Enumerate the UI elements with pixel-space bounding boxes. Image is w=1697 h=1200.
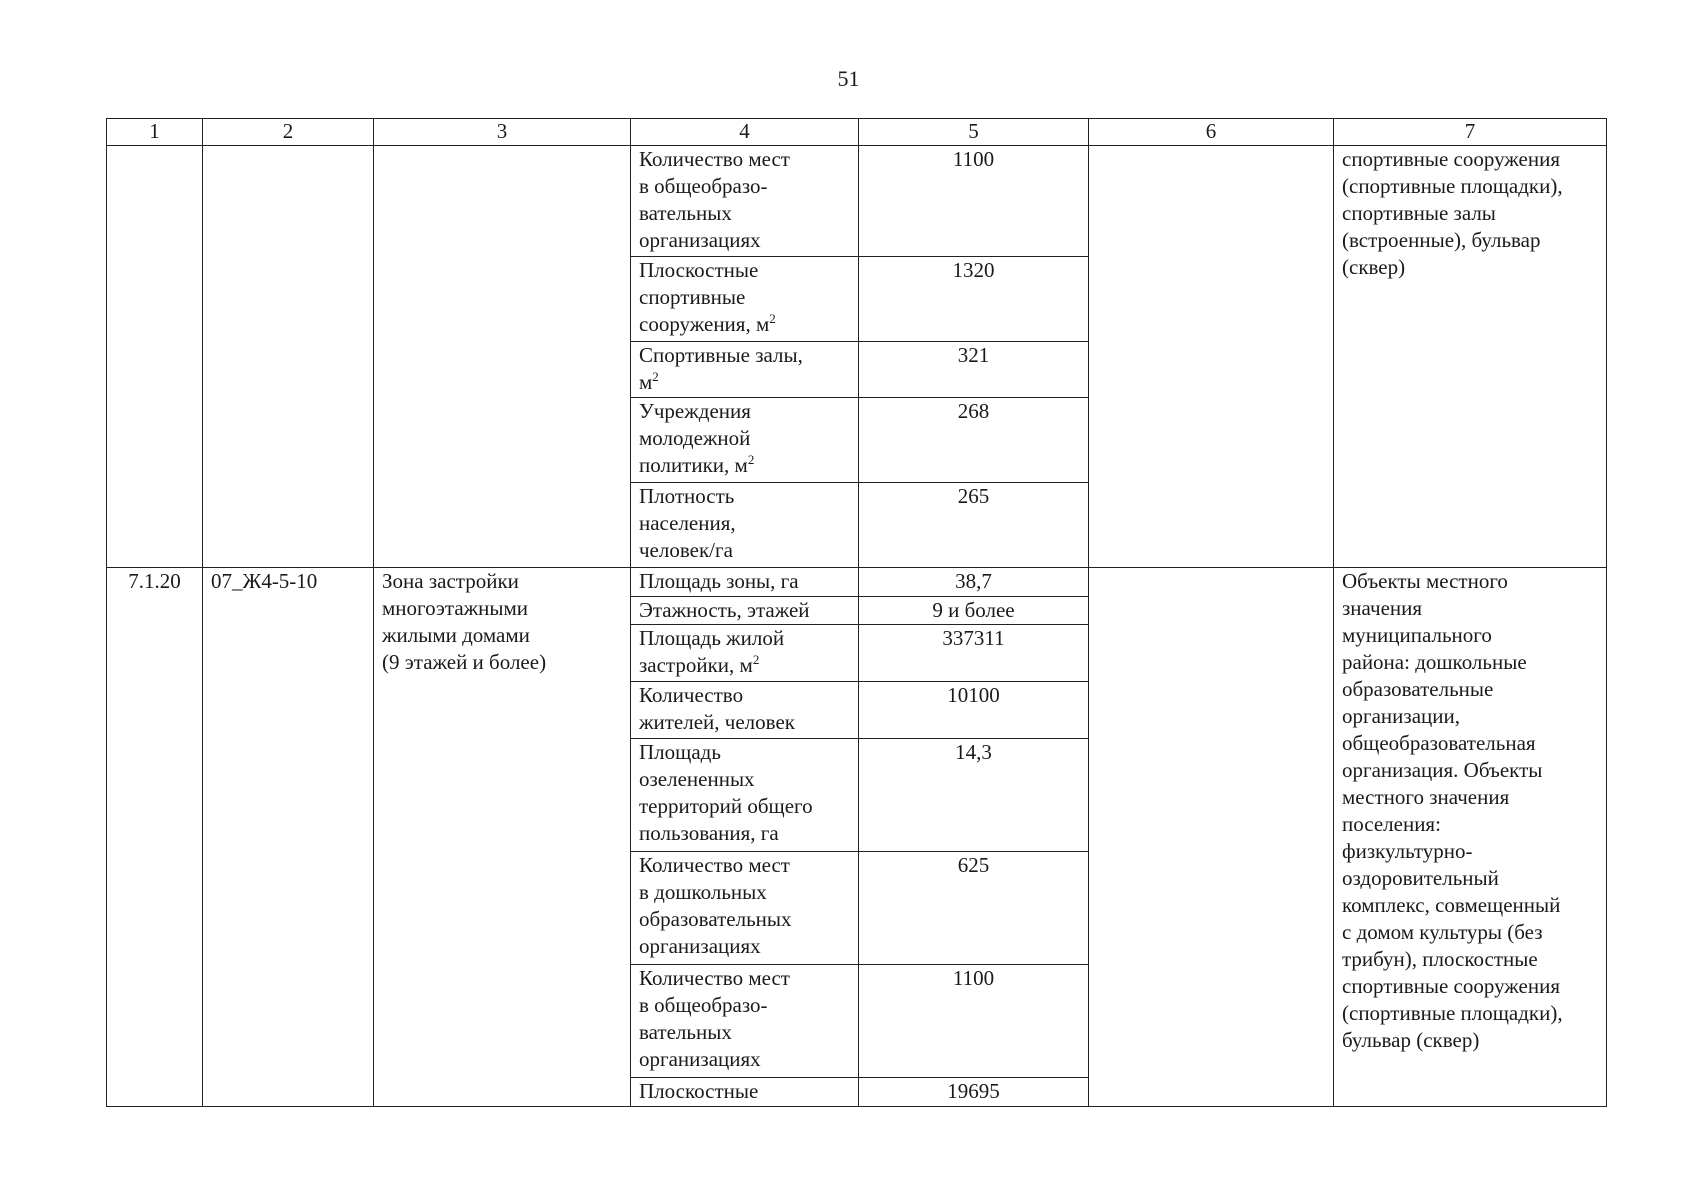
superscript: 2 (769, 311, 776, 326)
empty-cell (374, 146, 631, 568)
indicator-label: Количество мест в общеобразо- вательных организациях (631, 146, 859, 257)
empty-cell (1089, 568, 1334, 1107)
header-cell: 3 (374, 119, 631, 146)
header-cell: 1 (107, 119, 203, 146)
indicator-label: Количество жителей, человек (631, 682, 859, 739)
indicator-value: 268 (859, 398, 1089, 483)
superscript: 2 (747, 452, 755, 467)
indicator-value: 38,7 (859, 568, 1089, 597)
indicator-value: 1100 (859, 965, 1089, 1078)
table-row (107, 146, 1607, 257)
page-number: 51 (837, 66, 860, 91)
indicator-label: Площадь озелененных территорий общего пользования, га (631, 739, 859, 852)
objects-cell: спортивные сооружения (спортивные площадки), спортивные залы (встроенные), бульвар (сквер) (1334, 146, 1607, 568)
indicator-label: Площадь зоны, га (631, 568, 859, 597)
indicator-label: Площадь жилой застройки, $м^2$ (631, 625, 859, 682)
indicator-label: Спортивные залы, $м^2$ (631, 342, 859, 398)
indicator-label: Плотность населения, человек/га (631, 483, 859, 568)
indicator-value: 337311 (859, 625, 1089, 682)
indicator-value: 321 (859, 342, 1089, 398)
superscript: 2 (752, 652, 760, 667)
header-cell: 5 (859, 119, 1089, 146)
header-cell: 7 (1334, 119, 1607, 146)
indicator-label: Этажность, этажей (631, 597, 859, 625)
indicator-value: 625 (859, 852, 1089, 965)
table-row (107, 568, 1607, 597)
indicator-label: Учреждения молодежной политики, $м^2$ (631, 398, 859, 483)
indicator-label: Плоскостные (631, 1078, 859, 1107)
empty-cell (203, 146, 374, 568)
zone-name: Зона застройки многоэтажными жилыми домами (9 этажей и более) (374, 568, 631, 1107)
header-cell: 4 (631, 119, 859, 146)
indicator-value: 265 (859, 483, 1089, 568)
indicator-value: 19695 (859, 1078, 1089, 1107)
header-cell: 2 (203, 119, 374, 146)
objects-cell: Объекты местного значения муниципального района: дошкольные образовательные организации, общеобразовательная организация. Объекты местного значения поселения: физкультурно- оздоровительный комплекс, совмещенный с домом культуры (без трибун), плоскостные спортивные сооружения (спортивные площадки), бульвар (сквер) (1334, 568, 1607, 1107)
indicator-value: 9 и более (859, 597, 1089, 625)
zone-code: 7.1.20 (107, 568, 203, 1107)
indicator-value: 10100 (859, 682, 1089, 739)
indicator-value: 14,3 (859, 739, 1089, 852)
header-row (107, 119, 1607, 146)
zoning-table (106, 118, 1607, 1107)
indicator-label: Количество мест в дошкольных образовательных организациях (631, 852, 859, 965)
header-cell: 6 (1089, 119, 1334, 146)
indicator-label: Количество мест в общеобразо- вательных организациях (631, 965, 859, 1078)
zone-id: 07_Ж4-5-10 (203, 568, 374, 1107)
indicator-value: 1100 (859, 146, 1089, 257)
empty-cell (1089, 146, 1334, 568)
empty-cell (107, 146, 203, 568)
superscript: 2 (652, 369, 659, 384)
indicator-value: 1320 (859, 257, 1089, 342)
indicator-label: Плоскостные спортивные сооружения, $м^2$ (631, 257, 859, 342)
